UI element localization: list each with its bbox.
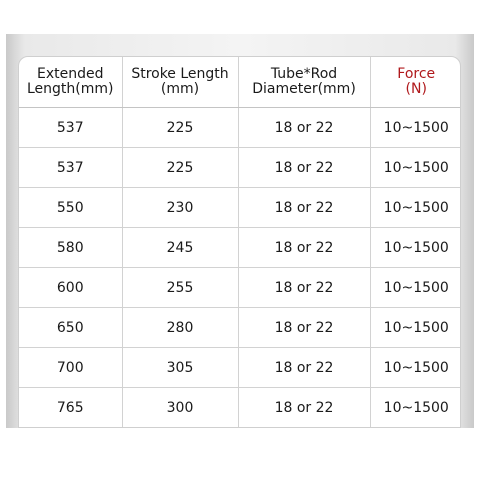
- cell-stroke-length: 300: [122, 388, 238, 428]
- cell-diameter: 18 or 22: [238, 308, 370, 348]
- cell-stroke-length: 230: [122, 188, 238, 228]
- table-row: [19, 188, 461, 228]
- cell-force: 10~1500: [370, 308, 461, 348]
- table-row: [19, 148, 461, 188]
- header-row: [19, 57, 461, 108]
- table-row: [19, 228, 461, 268]
- cell-force: 10~1500: [370, 148, 461, 188]
- cell-extended-length: 765: [19, 388, 122, 428]
- cell-stroke-length: 245: [122, 228, 238, 268]
- cell-diameter: 18 or 22: [238, 108, 370, 148]
- cell-extended-length: 550: [19, 188, 122, 228]
- cell-diameter: 18 or 22: [238, 388, 370, 428]
- cell-stroke-length: 280: [122, 308, 238, 348]
- cell-extended-length: 580: [19, 228, 122, 268]
- header-extended-length: Extended Length(mm): [19, 57, 122, 108]
- table-row: [19, 348, 461, 388]
- table-row: [19, 108, 461, 148]
- cell-extended-length: 650: [19, 308, 122, 348]
- cell-diameter: 18 or 22: [238, 348, 370, 388]
- spec-table-container: [18, 56, 461, 428]
- table-row: [19, 388, 461, 428]
- cell-diameter: 18 or 22: [238, 148, 370, 188]
- cell-extended-length: 537: [19, 148, 122, 188]
- cell-force: 10~1500: [370, 268, 461, 308]
- header-force: Force (N): [370, 57, 461, 108]
- header-stroke-length: Stroke Length (mm): [122, 57, 238, 108]
- cell-force: 10~1500: [370, 108, 461, 148]
- spec-table: [19, 57, 461, 428]
- cell-force: 10~1500: [370, 228, 461, 268]
- cell-force: 10~1500: [370, 348, 461, 388]
- cell-force: 10~1500: [370, 388, 461, 428]
- cell-stroke-length: 255: [122, 268, 238, 308]
- cell-diameter: 18 or 22: [238, 188, 370, 228]
- cell-extended-length: 700: [19, 348, 122, 388]
- cell-force: 10~1500: [370, 188, 461, 228]
- cell-extended-length: 600: [19, 268, 122, 308]
- cell-extended-length: 537: [19, 108, 122, 148]
- cell-diameter: 18 or 22: [238, 228, 370, 268]
- cell-stroke-length: 305: [122, 348, 238, 388]
- cell-stroke-length: 225: [122, 108, 238, 148]
- header-tube-rod-diameter: Tube*Rod Diameter(mm): [238, 57, 370, 108]
- table-row: [19, 308, 461, 348]
- cell-diameter: 18 or 22: [238, 268, 370, 308]
- table-row: [19, 268, 461, 308]
- cell-stroke-length: 225: [122, 148, 238, 188]
